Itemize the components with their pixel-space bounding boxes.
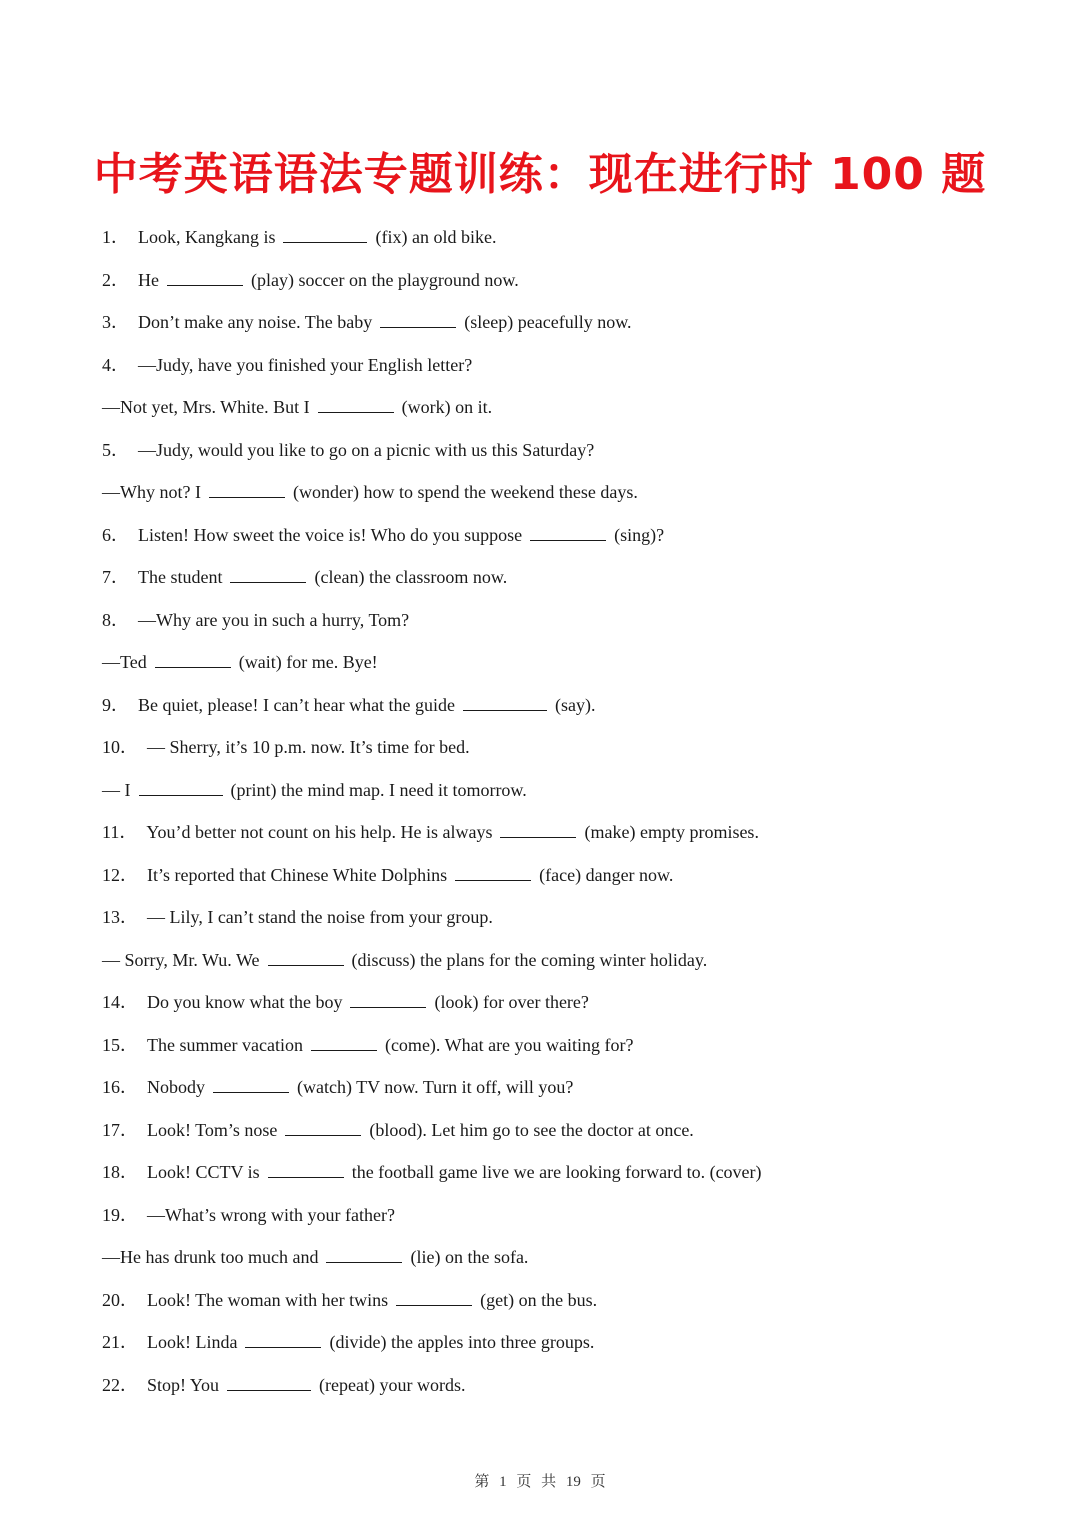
question-text: Do you know what the boy <box>147 992 343 1012</box>
answer-blank[interactable] <box>268 1159 344 1178</box>
question-hint-text: (divide) the apples into three groups. <box>329 1332 595 1352</box>
question-line <box>102 1115 982 1158</box>
answer-blank[interactable] <box>155 649 231 668</box>
question-number: 1． <box>102 227 129 247</box>
question-line <box>102 860 982 903</box>
question-text: Don’t make any noise. The baby <box>138 312 373 332</box>
answer-blank[interactable] <box>380 309 456 328</box>
question-number: 21． <box>102 1332 138 1352</box>
answer-blank[interactable] <box>245 1329 321 1348</box>
footer-ye: 页 <box>516 1474 532 1490</box>
question-number: 20． <box>102 1289 138 1310</box>
question-text: —What’s wrong with your father? <box>147 1204 395 1225</box>
question-hint-text: (sleep) peacefully now. <box>464 312 632 332</box>
question-line <box>102 1327 982 1370</box>
question-number: 16． <box>102 1077 138 1097</box>
question-text: He <box>138 269 159 290</box>
question-text: You’d better not count on his help. He is always <box>146 822 493 842</box>
question-hint-text: (play) soccer on the playground now. <box>251 269 519 290</box>
answer-blank[interactable] <box>139 777 223 796</box>
question-number: 8． <box>102 609 129 630</box>
question-text: —Judy, would you like to go on a picnic with us this Saturday? <box>138 439 595 460</box>
question-line <box>102 987 982 1030</box>
question-hint-text: (clean) the classroom now. <box>314 567 508 587</box>
question-line <box>102 1200 982 1243</box>
answer-blank[interactable] <box>311 1032 377 1051</box>
page-footer <box>0 1470 1080 1491</box>
question-line <box>102 1157 982 1200</box>
question-text: Look! Linda <box>147 1332 238 1352</box>
question-text: The student <box>138 567 223 587</box>
question-text: The summer vacation <box>147 1034 303 1055</box>
footer-page-number: 1 <box>499 1474 507 1490</box>
question-line <box>102 775 982 818</box>
question-line <box>102 477 982 520</box>
question-text: Stop! You <box>147 1374 220 1395</box>
question-hint-text: (print) the mind map. I need it tomorrow. <box>230 779 527 800</box>
answer-blank[interactable] <box>530 522 606 541</box>
question-hint-text: (say). <box>555 694 596 715</box>
question-line <box>102 435 982 478</box>
answer-blank[interactable] <box>350 989 426 1008</box>
question-number: 19． <box>102 1204 138 1225</box>
answer-blank[interactable] <box>500 819 576 838</box>
answer-blank[interactable] <box>209 479 285 498</box>
answer-blank[interactable] <box>463 692 547 711</box>
answer-blank[interactable] <box>318 394 394 413</box>
question-number: 12． <box>102 864 138 885</box>
question-line <box>102 222 982 265</box>
question-line <box>102 902 982 945</box>
question-number: 14． <box>102 992 138 1012</box>
question-hint-text: (sing)? <box>614 524 665 545</box>
question-text: —Ted <box>102 652 147 672</box>
question-text: —Why are you in such a hurry, Tom? <box>138 609 410 630</box>
answer-blank[interactable] <box>283 224 367 243</box>
question-line <box>102 1072 982 1115</box>
question-line <box>102 732 982 775</box>
question-number: 5． <box>102 439 129 460</box>
question-hint-text: (work) on it. <box>401 397 493 417</box>
question-hint-text: (face) danger now. <box>539 864 674 885</box>
question-number: 3． <box>102 312 129 332</box>
question-text: Be quiet, please! I can’t hear what the guide <box>138 694 456 715</box>
answer-blank[interactable] <box>230 564 306 583</box>
question-line <box>102 265 982 308</box>
question-line <box>102 307 982 350</box>
page-title: 中考英语语法专题训练：现在进行时 100 题 <box>93 149 987 200</box>
answer-blank[interactable] <box>455 862 531 881</box>
question-text: —Judy, have you finished your English letter? <box>138 354 473 375</box>
question-line <box>102 817 982 860</box>
question-text: Look, Kangkang is <box>138 227 276 247</box>
question-hint-text: (wait) for me. Bye! <box>238 652 378 672</box>
question-hint-text: (lie) on the sofa. <box>410 1247 529 1267</box>
question-line <box>102 690 982 733</box>
question-hint-text: (wonder) how to spend the weekend these days. <box>292 482 638 502</box>
footer-total-pages: 19 <box>565 1474 581 1490</box>
question-number: 4． <box>102 354 129 375</box>
footer-gong: 共 <box>541 1474 557 1490</box>
answer-blank[interactable] <box>167 267 243 286</box>
question-text: Look! CCTV is <box>147 1162 260 1182</box>
question-line <box>102 1030 982 1073</box>
question-hint-text: (come). What are you waiting for? <box>384 1034 634 1055</box>
question-hint-text: (repeat) your words. <box>319 1374 466 1395</box>
question-text: — Sherry, it’s 10 p.m. now. It’s time for bed. <box>147 737 470 757</box>
question-line <box>102 520 982 563</box>
question-line <box>102 562 982 605</box>
question-text: Nobody <box>147 1077 205 1097</box>
question-line <box>102 605 982 648</box>
question-number: 7． <box>102 567 129 587</box>
question-line <box>102 1370 982 1413</box>
question-hint-text: (blood). Let him go to see the doctor at once. <box>369 1119 694 1140</box>
question-text: —Not yet, Mrs. White. But I <box>102 397 310 417</box>
question-text: —Why not? I <box>102 482 201 502</box>
answer-blank[interactable] <box>268 947 344 966</box>
question-line <box>102 1285 982 1328</box>
question-number: 10． <box>102 737 138 757</box>
question-number: 17． <box>102 1119 138 1140</box>
question-number: 13． <box>102 907 138 927</box>
question-number: 9． <box>102 694 129 715</box>
question-line <box>102 945 982 988</box>
question-line <box>102 392 982 435</box>
answer-blank[interactable] <box>396 1287 472 1306</box>
question-text: Look! Tom’s nose <box>147 1119 278 1140</box>
footer-ye-end: 页 <box>590 1474 606 1490</box>
question-text: Look! The woman with her twins <box>147 1289 389 1310</box>
question-hint-text: (discuss) the plans for the coming winter holiday. <box>351 949 708 970</box>
question-line <box>102 1242 982 1285</box>
answer-blank[interactable] <box>213 1074 289 1093</box>
question-hint-text: (fix) an old bike. <box>375 227 497 247</box>
question-text: It’s reported that Chinese White Dolphins <box>147 864 448 885</box>
question-number: 2． <box>102 269 129 290</box>
footer-di: 第 <box>474 1474 490 1490</box>
answer-blank[interactable] <box>326 1244 402 1263</box>
answer-blank[interactable] <box>227 1372 311 1391</box>
question-number: 11． <box>102 822 138 842</box>
question-number: 22． <box>102 1374 138 1395</box>
question-hint-text: (watch) TV now. Turn it off, will you? <box>297 1077 574 1097</box>
question-hint-text: (get) on the bus. <box>480 1289 598 1310</box>
question-text: —He has drunk too much and <box>102 1247 319 1267</box>
question-text: — Lily, I can’t stand the noise from your group. <box>147 907 493 927</box>
question-text: — I <box>102 779 131 800</box>
question-line <box>102 647 982 690</box>
question-text: Listen! How sweet the voice is! Who do you suppose <box>138 524 523 545</box>
question-number: 18． <box>102 1162 138 1182</box>
question-line <box>102 350 982 393</box>
answer-blank[interactable] <box>285 1117 361 1136</box>
question-hint-text: (make) empty promises. <box>584 822 759 842</box>
question-list <box>102 222 982 1412</box>
question-number: 6． <box>102 524 129 545</box>
question-hint-text: the football game live we are looking forward to. (cover) <box>351 1162 762 1182</box>
question-hint-text: (look) for over there? <box>434 992 589 1012</box>
question-text: — Sorry, Mr. Wu. We <box>102 949 260 970</box>
question-number: 15． <box>102 1034 138 1055</box>
